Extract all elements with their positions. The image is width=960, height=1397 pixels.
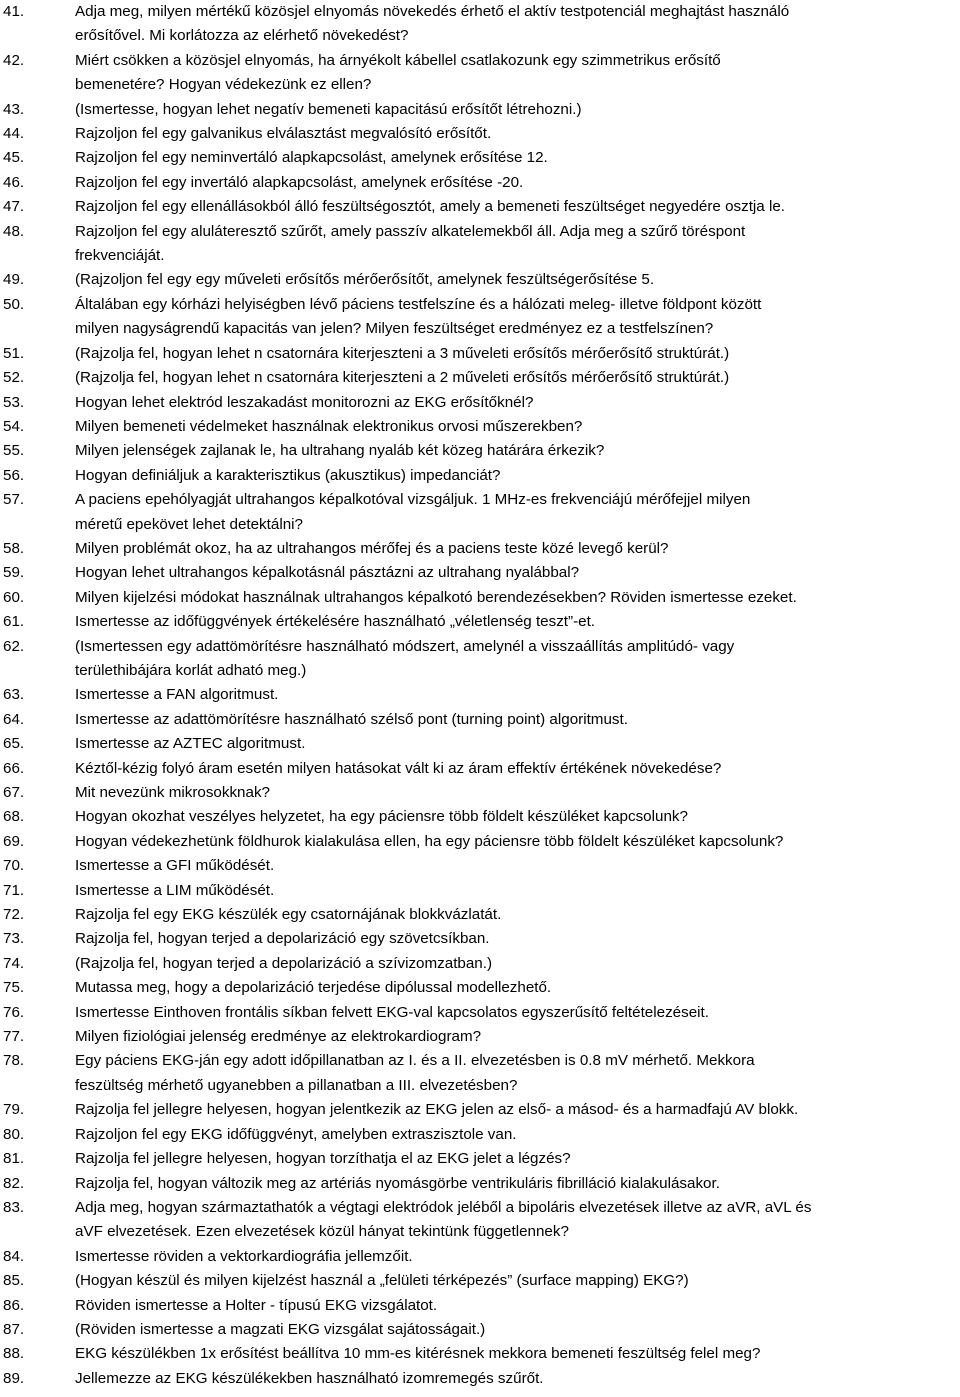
question-number: 41. bbox=[3, 3, 25, 20]
question-number: 77. bbox=[3, 1028, 25, 1046]
question-number: 88. bbox=[3, 1345, 25, 1363]
question-text bbox=[75, 781, 960, 805]
question-text bbox=[75, 171, 960, 195]
question-item bbox=[0, 683, 960, 707]
question-text bbox=[75, 366, 960, 390]
question-text-line: Rajzolja fel, hogyan terjed a depolarizáció egy szövetcsíkban. bbox=[75, 930, 490, 948]
question-number: 73. bbox=[3, 930, 25, 948]
question-number: 52. bbox=[3, 369, 25, 387]
question-number: 51. bbox=[3, 344, 25, 362]
question-item bbox=[0, 879, 960, 903]
question-text bbox=[75, 268, 960, 292]
question-item bbox=[0, 146, 960, 170]
question-item bbox=[0, 1172, 960, 1196]
question-number: 81. bbox=[3, 1150, 25, 1168]
question-text-line: Rajzoljon fel egy galvanikus elválasztást megvalósító erősítőt. bbox=[75, 125, 492, 143]
question-text-line: (Röviden ismertesse a magzati EKG vizsgálat sajátosságait.) bbox=[75, 1320, 486, 1338]
question-number: 79. bbox=[3, 1101, 25, 1119]
question-number: 89. bbox=[3, 1369, 25, 1387]
question-item bbox=[0, 635, 960, 684]
question-text bbox=[75, 0, 960, 49]
question-number: 53. bbox=[3, 393, 25, 411]
question-item bbox=[0, 1123, 960, 1147]
question-number: 86. bbox=[3, 1296, 25, 1314]
question-text-line: Ismertesse a LIM működését. bbox=[75, 881, 275, 899]
question-text-line: Általában egy kórházi helyiségben lévő páciens testfelszíne és a hálózati meleg- illetve földpont között bbox=[75, 295, 762, 313]
question-item bbox=[0, 342, 960, 366]
question-text bbox=[75, 1294, 960, 1318]
question-text bbox=[75, 49, 960, 98]
question-text bbox=[75, 854, 960, 878]
question-number: 72. bbox=[3, 906, 25, 924]
question-text bbox=[75, 1269, 960, 1293]
question-item bbox=[0, 1294, 960, 1318]
question-text-line: feszültség mérhető ugyanebben a pillanatban a III. elvezetésben? bbox=[75, 1076, 518, 1094]
question-number: 43. bbox=[3, 100, 25, 118]
question-text bbox=[75, 415, 960, 439]
question-number: 80. bbox=[3, 1125, 25, 1143]
question-item bbox=[0, 415, 960, 439]
question-text bbox=[75, 488, 960, 537]
question-item bbox=[0, 1245, 960, 1269]
question-number: 76. bbox=[3, 1003, 25, 1021]
question-text bbox=[75, 98, 960, 122]
question-text-line: Adja meg, hogyan származtathatók a végtagi elektródok jeléből a bipoláris elvezetések illetve az aVR, aVL és bbox=[75, 1198, 812, 1216]
question-text-line: Rajzoljon fel egy invertáló alapkapcsolást, amelynek erősítése -20. bbox=[75, 173, 524, 191]
question-item bbox=[0, 195, 960, 219]
question-text-line: bemenetére? Hogyan védekezünk ez ellen? bbox=[75, 76, 372, 94]
question-item bbox=[0, 952, 960, 976]
question-text bbox=[75, 220, 960, 269]
question-text bbox=[75, 1001, 960, 1025]
question-text-line: Milyen fiziológiai jelenség eredménye az elektrokardiogram? bbox=[75, 1028, 482, 1046]
question-text-line: milyen nagyságrendű kapacitás van jelen? Milyen feszültséget eredményez ez a testfelszínen? bbox=[75, 320, 714, 338]
question-text bbox=[75, 1172, 960, 1196]
question-text bbox=[75, 439, 960, 463]
question-item bbox=[0, 1049, 960, 1098]
question-text-line: Kéztől-kézig folyó áram esetén milyen hatásokat vált ki az áram effektív értékének növekedése? bbox=[75, 759, 722, 777]
question-text-line: Rajzolja fel jellegre helyesen, hogyan jelentkezik az EKG jelen az első- a másod- és a harmadfajú AV blokk. bbox=[75, 1101, 799, 1119]
question-text-line: Adja meg, milyen mértékű közösjel elnyomás növekedés érhető el aktív testpotenciál meghajtást használó bbox=[75, 3, 790, 20]
question-text bbox=[75, 952, 960, 976]
question-text bbox=[75, 1147, 960, 1171]
question-item bbox=[0, 732, 960, 756]
question-text-line: Mutassa meg, hogy a depolarizáció terjedése dipólussal modellezhető. bbox=[75, 979, 552, 997]
question-item bbox=[0, 586, 960, 610]
question-text bbox=[75, 561, 960, 585]
question-text-line: Milyen kijelzési módokat használnak ultrahangos képalkotó berendezésekben? Röviden ismertesse ezeket. bbox=[75, 588, 797, 606]
question-text bbox=[75, 757, 960, 781]
question-item bbox=[0, 464, 960, 488]
question-number: 54. bbox=[3, 417, 25, 435]
question-text-line: (Rajzoljon fel egy egy műveleti erősítős mérőerősítőt, amelynek feszültségerősítése 5. bbox=[75, 271, 655, 289]
question-text-line: Miért csökken a közösjel elnyomás, ha árnyékolt kábellel csatlakozunk egy szimmetrikus erősítő bbox=[75, 51, 721, 69]
question-number: 68. bbox=[3, 808, 25, 826]
question-number: 87. bbox=[3, 1320, 25, 1338]
question-item bbox=[0, 98, 960, 122]
question-text-line: Milyen jelenségek zajlanak le, ha ultrahang nyaláb két közeg határára érkezik? bbox=[75, 442, 605, 460]
question-item bbox=[0, 757, 960, 781]
question-text-line: erősítővel. Mi korlátozza az elérhető növekedést? bbox=[75, 27, 409, 45]
question-number: 44. bbox=[3, 125, 25, 143]
question-text-line: Ismertesse az adattömörítésre használható szélső pont (turning point) algoritmust. bbox=[75, 710, 628, 728]
question-text-line: (Ismertessen egy adattömörítésre használható módszert, amelynél a visszaállítás amplitúdó- vagy bbox=[75, 637, 735, 655]
question-item bbox=[0, 537, 960, 561]
question-text bbox=[75, 879, 960, 903]
question-number: 42. bbox=[3, 51, 25, 69]
question-number: 57. bbox=[3, 491, 25, 509]
question-item bbox=[0, 1318, 960, 1342]
question-item bbox=[0, 610, 960, 634]
question-item bbox=[0, 171, 960, 195]
question-number: 64. bbox=[3, 710, 25, 728]
question-number: 61. bbox=[3, 613, 25, 631]
question-text-line: Ismertesse a GFI működését. bbox=[75, 857, 275, 875]
question-text bbox=[75, 683, 960, 707]
question-text-line: Ismertesse a FAN algoritmust. bbox=[75, 686, 279, 704]
question-item bbox=[0, 49, 960, 98]
question-text bbox=[75, 1025, 960, 1049]
question-text-line: (Rajzolja fel, hogyan lehet n csatornára kiterjeszteni a 3 műveleti erősítős mérőerősítő struktúrát.) bbox=[75, 344, 730, 362]
question-text bbox=[75, 1342, 960, 1366]
question-text-line: Rajzoljon fel egy ellenállásokból álló feszültségosztót, amely a bemeneti feszültséget negyedére osztja le. bbox=[75, 198, 786, 216]
question-item bbox=[0, 903, 960, 927]
question-text-line: Jellemezze az EKG készülékekben használható izomremegés szűrőt. bbox=[75, 1369, 544, 1387]
question-text bbox=[75, 1123, 960, 1147]
question-text-line: A paciens epehólyagját ultrahangos képalkotóval vizsgáljuk. 1 MHz-es frekvenciájú mérőfejjel milyen bbox=[75, 491, 751, 509]
question-text-line: Milyen bemeneti védelmeket használnak elektronikus orvosi műszerekben? bbox=[75, 417, 583, 435]
question-text-line: (Rajzolja fel, hogyan lehet n csatornára kiterjeszteni a 2 műveleti erősítős mérőerősítő struktúrát.) bbox=[75, 369, 730, 387]
question-item bbox=[0, 561, 960, 585]
question-item bbox=[0, 1098, 960, 1122]
question-item bbox=[0, 805, 960, 829]
question-item bbox=[0, 220, 960, 269]
question-item bbox=[0, 0, 960, 49]
question-text-line: Hogyan definiáljuk a karakterisztikus (akusztikus) impedanciát? bbox=[75, 466, 501, 484]
question-text bbox=[75, 293, 960, 342]
question-text bbox=[75, 1367, 960, 1391]
question-text bbox=[75, 830, 960, 854]
question-text-line: Röviden ismertesse a Holter - típusú EKG vizsgálatot. bbox=[75, 1296, 438, 1314]
question-text bbox=[75, 586, 960, 610]
question-number: 62. bbox=[3, 637, 25, 655]
question-text-line: Hogyan lehet elektród leszakadást monitorozni az EKG erősítőknél? bbox=[75, 393, 534, 411]
question-item bbox=[0, 854, 960, 878]
question-text-line: aVF elvezetések. Ezen elvezetések közül hányat tekintünk függetlennek? bbox=[75, 1223, 569, 1241]
question-number: 85. bbox=[3, 1272, 25, 1290]
question-item bbox=[0, 1001, 960, 1025]
question-item bbox=[0, 927, 960, 951]
question-item bbox=[0, 1196, 960, 1245]
question-text bbox=[75, 1245, 960, 1269]
question-item bbox=[0, 366, 960, 390]
question-text-line: (Rajzolja fel, hogyan terjed a depolarizáció a szívizomzatban.) bbox=[75, 954, 493, 972]
question-text-line: Hogyan védekezhetünk földhurok kialakulása ellen, ha egy páciensre több földelt készüléket kapcsolunk? bbox=[75, 832, 784, 850]
question-text bbox=[75, 1196, 960, 1245]
question-number: 58. bbox=[3, 539, 25, 557]
question-text-line: Ismertesse Einthoven frontális síkban felvett EKG-val kapcsolatos egyszerűsítő feltételezéseit. bbox=[75, 1003, 709, 1021]
question-text-line: Rajzolja fel, hogyan változik meg az artériás nyomásgörbe ventrikuláris fibrilláció kialakulásakor. bbox=[75, 1174, 720, 1192]
question-item bbox=[0, 1147, 960, 1171]
question-text bbox=[75, 976, 960, 1000]
question-text-line: EKG készülékben 1x erősítést beállítva 10 mm-es kitérésnek mekkora bemeneti feszültség felel meg? bbox=[75, 1345, 761, 1363]
question-number: 75. bbox=[3, 979, 25, 997]
question-number: 55. bbox=[3, 442, 25, 460]
question-item bbox=[0, 268, 960, 292]
question-item bbox=[0, 488, 960, 537]
question-number: 82. bbox=[3, 1174, 25, 1192]
question-text-line: Egy páciens EKG-ján egy adott időpillanatban az I. és a II. elvezetésben is 0.8 mV mérhető. Mekkora bbox=[75, 1052, 755, 1070]
question-number: 71. bbox=[3, 881, 25, 899]
question-number: 65. bbox=[3, 735, 25, 753]
question-item bbox=[0, 1269, 960, 1293]
question-item bbox=[0, 976, 960, 1000]
question-text-line: Hogyan okozhat veszélyes helyzetet, ha egy páciensre több földelt készüléket kapcsolunk? bbox=[75, 808, 688, 826]
question-item bbox=[0, 708, 960, 732]
question-text bbox=[75, 1098, 960, 1122]
question-item bbox=[0, 781, 960, 805]
question-text bbox=[75, 708, 960, 732]
question-number: 59. bbox=[3, 564, 25, 582]
question-text-line: (Ismertesse, hogyan lehet negatív bemeneti kapacitású erősítőt létrehozni.) bbox=[75, 100, 582, 118]
question-text-line: Rajzolja fel jellegre helyesen, hogyan torzíthatja el az EKG jelet a légzés? bbox=[75, 1150, 571, 1168]
question-item bbox=[0, 1025, 960, 1049]
question-number: 50. bbox=[3, 295, 25, 313]
question-text-line: frekvenciáját. bbox=[75, 247, 165, 265]
question-item bbox=[0, 391, 960, 415]
question-number: 48. bbox=[3, 222, 25, 240]
question-item bbox=[0, 830, 960, 854]
question-number: 74. bbox=[3, 954, 25, 972]
question-text bbox=[75, 805, 960, 829]
question-number: 67. bbox=[3, 784, 25, 801]
question-text bbox=[75, 537, 960, 561]
question-number: 49. bbox=[3, 271, 25, 289]
question-number: 46. bbox=[3, 173, 25, 191]
question-text-line: Milyen problémát okoz, ha az ultrahangos mérőfej és a paciens teste közé levegő kerül? bbox=[75, 539, 669, 557]
question-item bbox=[0, 1342, 960, 1366]
question-text-line: Ismertesse az időfüggvények értékelésére használható „véletlenség teszt”-et. bbox=[75, 613, 596, 631]
question-item bbox=[0, 439, 960, 463]
question-number: 56. bbox=[3, 466, 25, 484]
question-number: 69. bbox=[3, 832, 25, 850]
question-item bbox=[0, 293, 960, 342]
question-number: 70. bbox=[3, 857, 25, 875]
question-text bbox=[75, 1049, 960, 1098]
question-text-line: Ismertesse röviden a vektorkardiográfia jellemzőit. bbox=[75, 1247, 413, 1265]
question-text bbox=[75, 464, 960, 488]
question-item bbox=[0, 1367, 960, 1391]
question-text bbox=[75, 610, 960, 634]
question-text bbox=[75, 732, 960, 756]
question-text bbox=[75, 146, 960, 170]
question-text-line: Mit nevezünk mikrosokknak? bbox=[75, 784, 270, 801]
question-number: 78. bbox=[3, 1052, 25, 1070]
question-text-line: Rajzolja fel egy EKG készülék egy csatornájának blokkvázlatát. bbox=[75, 906, 502, 924]
question-text-line: Rajzoljon fel egy EKG időfüggvényt, amelyben extraszisztole van. bbox=[75, 1125, 517, 1143]
question-text bbox=[75, 122, 960, 146]
question-number: 45. bbox=[3, 149, 25, 167]
question-text bbox=[75, 1318, 960, 1342]
question-number: 66. bbox=[3, 759, 25, 777]
question-text-line: (Hogyan készül és milyen kijelzést használ a „felületi térképezés” (surface mapping) EKG?) bbox=[75, 1272, 689, 1290]
question-text-line: Rajzoljon fel egy neminvertáló alapkapcsolást, amelynek erősítése 12. bbox=[75, 149, 548, 167]
question-number: 83. bbox=[3, 1198, 25, 1216]
question-text-line: méretű epekövet lehet detektálni? bbox=[75, 515, 303, 533]
question-text bbox=[75, 903, 960, 927]
question-number: 84. bbox=[3, 1247, 25, 1265]
question-text-line: Rajzoljon fel egy aluláteresztő szűrőt, amely passzív alkatelemekből áll. Adja meg a szűrő töréspont bbox=[75, 222, 746, 240]
question-item bbox=[0, 122, 960, 146]
question-text-line: Ismertesse az AZTEC algoritmust. bbox=[75, 735, 306, 753]
question-number: 60. bbox=[3, 588, 25, 606]
question-number: 47. bbox=[3, 198, 25, 216]
question-text bbox=[75, 391, 960, 415]
question-number: 63. bbox=[3, 686, 25, 704]
question-text bbox=[75, 927, 960, 951]
question-text bbox=[75, 635, 960, 684]
question-text-line: területhibájára korlát adható meg.) bbox=[75, 661, 307, 679]
question-text bbox=[75, 195, 960, 219]
question-text bbox=[75, 342, 960, 366]
question-text-line: Hogyan lehet ultrahangos képalkotásnál pásztázni az ultrahang nyalábbal? bbox=[75, 564, 580, 582]
